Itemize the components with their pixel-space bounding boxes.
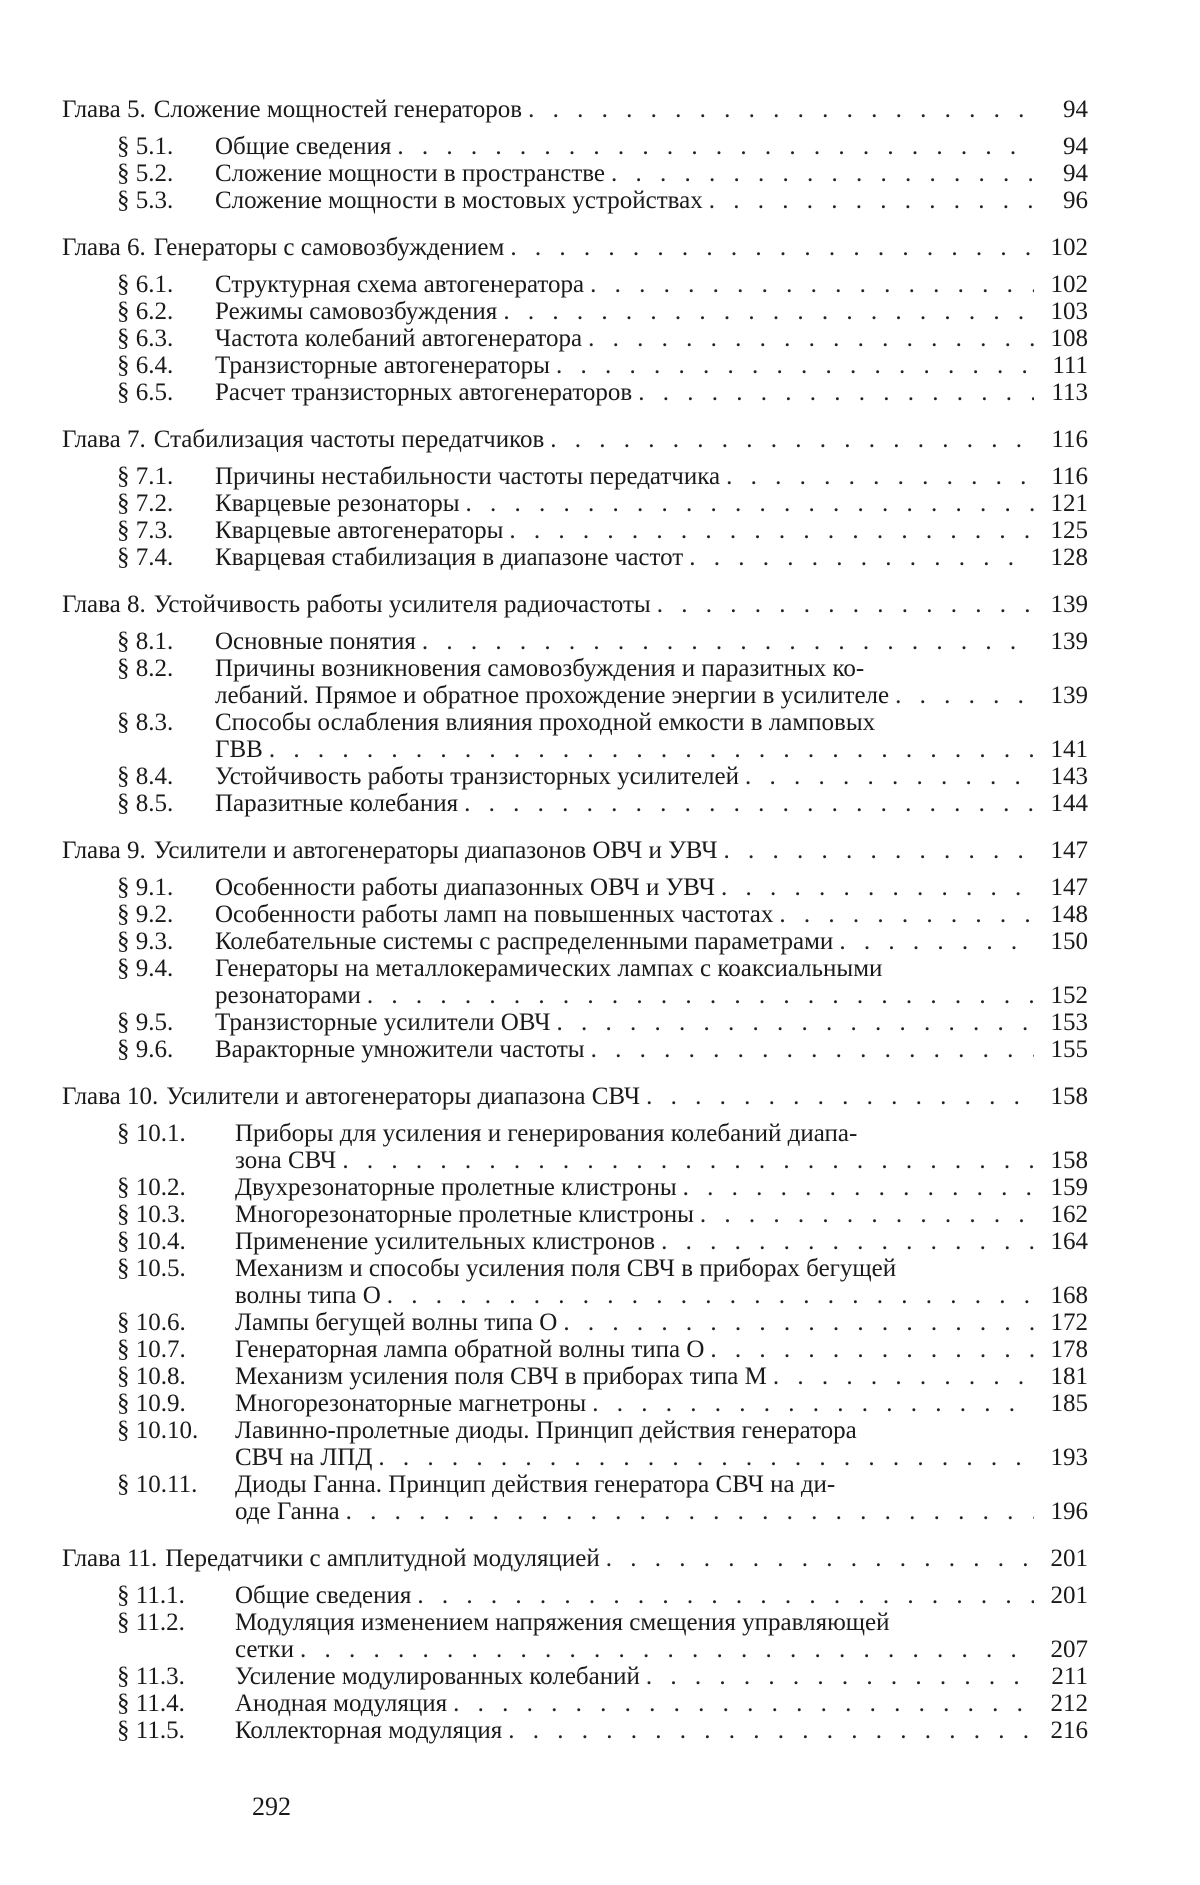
toc-entry: [62, 1309, 1088, 1336]
chapter-entry: [62, 837, 1088, 864]
section-title: Устойчивость работы транзисторных усилителей: [215, 763, 739, 790]
dot-leader: [592, 1390, 1034, 1417]
section-title: Основные понятия: [215, 628, 416, 655]
section-number: § 11.3.: [117, 1663, 185, 1690]
dot-leader: [397, 133, 1034, 160]
toc-entry: [62, 1363, 1088, 1390]
section-title-continued: резонаторами: [215, 982, 361, 1009]
toc-entry: [62, 160, 1088, 187]
section-number: § 6.5.: [117, 379, 174, 406]
page-reference: 121: [1050, 490, 1088, 517]
page-reference: 113: [1051, 379, 1088, 406]
section-number: § 5.3.: [117, 187, 174, 214]
section-number: § 10.4.: [117, 1228, 186, 1255]
toc-entry: [62, 1417, 1088, 1444]
page-reference: 94: [1063, 96, 1088, 123]
dot-leader: [387, 1282, 1034, 1309]
page-reference: 216: [1050, 1717, 1088, 1744]
toc-entry: [62, 928, 1088, 955]
chapter-entry: [62, 1083, 1088, 1110]
section-number: § 10.8.: [117, 1363, 186, 1390]
page-reference: 111: [1052, 352, 1088, 379]
section-title: Причины нестабильности частоты передатчика: [215, 463, 721, 490]
toc-entry-continuation: [62, 1498, 1088, 1525]
toc-entry-continuation: [62, 1444, 1088, 1471]
page-reference: 103: [1050, 298, 1088, 325]
chapter-entry: [62, 96, 1088, 123]
section-title: Диоды Ганна. Принцип действия генератора СВЧ на ди-: [235, 1471, 836, 1498]
section-number: § 7.4.: [117, 544, 174, 571]
dot-leader: [591, 1036, 1034, 1063]
dot-leader: [466, 490, 1034, 517]
page-reference: 158: [1050, 1147, 1088, 1174]
chapter-number: Глава 10.: [62, 1083, 159, 1110]
chapter-entry: [62, 426, 1088, 453]
dot-leader: [721, 874, 1034, 901]
toc-entry: [62, 1609, 1088, 1636]
chapter-title: Устойчивость работы усилителя радиочастоты: [153, 591, 651, 618]
toc-entry: [62, 1120, 1088, 1147]
toc-entry: [62, 1009, 1088, 1036]
dot-leader: [508, 1717, 1034, 1744]
page-reference: 201: [1050, 1582, 1088, 1609]
page-reference: 159: [1050, 1174, 1088, 1201]
dot-leader: [503, 298, 1034, 325]
section-number: § 10.5.: [117, 1255, 186, 1282]
dot-leader: [417, 1582, 1034, 1609]
toc-entry-continuation: [62, 982, 1088, 1009]
chapter-number: Глава 9.: [62, 837, 146, 864]
section-title: Сложение мощности в мостовых устройствах: [215, 187, 703, 214]
section-number: § 9.5.: [117, 1009, 174, 1036]
dot-leader: [646, 1083, 1034, 1110]
section-number: § 11.4.: [117, 1690, 185, 1717]
page-reference: 147: [1050, 837, 1088, 864]
dot-leader: [422, 628, 1034, 655]
page-reference: 164: [1050, 1228, 1088, 1255]
section-number: § 10.10.: [117, 1417, 199, 1444]
chapter-title: Генераторы с самовозбуждением: [153, 234, 505, 261]
page-reference: 139: [1050, 682, 1088, 709]
page-reference: 141: [1050, 736, 1088, 763]
page-reference: 96: [1063, 187, 1088, 214]
dot-leader: [269, 736, 1034, 763]
section-title: Генераторы на металлокерамических лампах с коаксиальными: [215, 955, 883, 982]
section-number: § 10.1.: [117, 1120, 186, 1147]
section-title: Способы ослабления влияния проходной емкости в ламповых: [215, 709, 876, 736]
section-number: § 5.1.: [117, 133, 174, 160]
section-number: § 8.5.: [117, 790, 174, 817]
dot-leader: [556, 1009, 1034, 1036]
toc-entry: [62, 1717, 1088, 1744]
section-title: Общие сведения: [235, 1582, 412, 1609]
page-reference: 162: [1050, 1201, 1088, 1228]
section-title-continued: зона СВЧ: [235, 1147, 337, 1174]
section-title: Модуляция изменением напряжения смещения управляющей: [235, 1609, 890, 1636]
page-reference: 181: [1050, 1363, 1088, 1390]
section-number: § 8.3.: [117, 709, 174, 736]
page-reference: 193: [1050, 1444, 1088, 1471]
section-number: § 6.4.: [117, 352, 174, 379]
section-title: Режимы самовозбуждения: [215, 298, 498, 325]
section-number: § 9.4.: [117, 955, 174, 982]
section-title: Многорезонаторные пролетные клистроны: [235, 1201, 694, 1228]
page-reference: 172: [1050, 1309, 1088, 1336]
toc-entry: [62, 1471, 1088, 1498]
section-title: Двухрезонаторные пролетные клистроны: [235, 1174, 677, 1201]
dot-leader: [638, 379, 1034, 406]
dot-leader: [378, 1444, 1034, 1471]
page-reference: 116: [1051, 426, 1088, 453]
chapter-number: Глава 5.: [62, 96, 146, 123]
section-number: § 7.1.: [117, 463, 174, 490]
chapter-number: Глава 8.: [62, 591, 146, 618]
toc-entry: [62, 1336, 1088, 1363]
toc-entry: [62, 1582, 1088, 1609]
toc-entry: [62, 325, 1088, 352]
section-number: § 9.3.: [117, 928, 174, 955]
section-title-continued: лебаний. Прямое и обратное прохождение энергии в усилителе: [215, 682, 890, 709]
chapter-number: Глава 7.: [62, 426, 146, 453]
toc-entry: [62, 1036, 1088, 1063]
page-reference: 201: [1050, 1545, 1088, 1572]
section-title: Приборы для усиления и генерирования колебаний диапа-: [235, 1120, 858, 1147]
page-reference: 158: [1050, 1083, 1088, 1110]
section-title: Колебательные системы с распределенными параметрами: [215, 928, 834, 955]
dot-leader: [453, 1690, 1034, 1717]
section-title: Механизм усиления поля СВЧ в приборах типа М: [235, 1363, 767, 1390]
page-reference: 148: [1050, 901, 1088, 928]
section-number: § 7.2.: [117, 490, 174, 517]
chapter-entry: [62, 234, 1088, 261]
page-reference: 94: [1063, 160, 1088, 187]
section-number: § 9.2.: [117, 901, 174, 928]
dot-leader: [550, 426, 1034, 453]
dot-leader: [510, 234, 1034, 261]
toc-entry: [62, 1201, 1088, 1228]
section-title: Транзисторные усилители ОВЧ: [215, 1009, 551, 1036]
toc-entry: [62, 1174, 1088, 1201]
page-reference: 150: [1050, 928, 1088, 955]
toc-entry: [62, 655, 1088, 682]
dot-leader: [689, 544, 1034, 571]
section-number: § 7.3.: [117, 517, 174, 544]
page-reference: 94: [1063, 133, 1088, 160]
section-number: § 11.2.: [117, 1609, 185, 1636]
page-number: 292: [252, 1792, 291, 1821]
toc-entry: [62, 1228, 1088, 1255]
toc-entry: [62, 379, 1088, 406]
section-number: § 10.6.: [117, 1309, 186, 1336]
section-title: Коллекторная модуляция: [235, 1717, 503, 1744]
section-number: § 11.5.: [117, 1717, 185, 1744]
section-title: Кварцевые автогенераторы: [215, 517, 504, 544]
section-number: § 8.1.: [117, 628, 174, 655]
section-title: Кварцевая стабилизация в диапазоне частот: [215, 544, 684, 571]
toc-entry: [62, 544, 1088, 571]
toc-entry-continuation: [62, 682, 1088, 709]
section-number: § 9.6.: [117, 1036, 174, 1063]
page-reference: 116: [1051, 463, 1088, 490]
section-number: § 8.4.: [117, 763, 174, 790]
section-number: § 11.1.: [117, 1582, 185, 1609]
page-reference: 185: [1050, 1390, 1088, 1417]
dot-leader: [745, 763, 1034, 790]
page-reference: 139: [1050, 591, 1088, 618]
section-title: Лавинно-пролетные диоды. Принцип действия генератора: [235, 1417, 857, 1444]
toc-entry: [62, 955, 1088, 982]
section-number: § 10.3.: [117, 1201, 186, 1228]
dot-leader: [367, 982, 1034, 1009]
dot-leader: [563, 1309, 1034, 1336]
toc-entry: [62, 709, 1088, 736]
dot-leader: [646, 1663, 1034, 1690]
dot-leader: [661, 1228, 1034, 1255]
section-number: § 10.7.: [117, 1336, 186, 1363]
section-title: Кварцевые резонаторы: [215, 490, 460, 517]
toc-entry: [62, 517, 1088, 544]
dot-leader: [300, 1636, 1034, 1663]
section-title: Анодная модуляция: [235, 1690, 448, 1717]
page-reference: 125: [1050, 517, 1088, 544]
page-reference: 144: [1050, 790, 1088, 817]
toc-entry: [62, 763, 1088, 790]
page-reference: 128: [1050, 544, 1088, 571]
toc-entry: [62, 352, 1088, 379]
section-title-continued: СВЧ на ЛПД: [235, 1444, 373, 1471]
toc-entry-continuation: [62, 1636, 1088, 1663]
page-reference: 152: [1050, 982, 1088, 1009]
section-title: Сложение мощности в пространстве: [215, 160, 606, 187]
section-number: § 6.1.: [117, 271, 174, 298]
section-number: § 5.2.: [117, 160, 174, 187]
dot-leader: [683, 1174, 1034, 1201]
section-number: § 10.2.: [117, 1174, 186, 1201]
page-reference: 207: [1050, 1636, 1088, 1663]
page-reference: 143: [1050, 763, 1088, 790]
page-reference: 139: [1050, 628, 1088, 655]
toc-entry: [62, 1690, 1088, 1717]
section-number: § 9.1.: [117, 874, 174, 901]
page-reference: 178: [1050, 1336, 1088, 1363]
dot-leader: [726, 463, 1034, 490]
toc-entry: [62, 1255, 1088, 1282]
section-number: § 6.2.: [117, 298, 174, 325]
dot-leader: [590, 271, 1034, 298]
toc-entry-continuation: [62, 1282, 1088, 1309]
section-title-continued: волны типа О: [235, 1282, 381, 1309]
chapter-title: Усилители и автогенераторы диапазона СВЧ: [166, 1083, 641, 1110]
toc-entry: [62, 133, 1088, 160]
chapter-number: Глава 6.: [62, 234, 146, 261]
dot-leader: [709, 187, 1034, 214]
dot-leader: [895, 682, 1034, 709]
page-reference: 102: [1050, 271, 1088, 298]
toc-entry-continuation: [62, 1147, 1088, 1174]
section-title: Общие сведения: [215, 133, 392, 160]
section-title-continued: ГВВ: [215, 736, 263, 763]
dot-leader: [342, 1147, 1034, 1174]
section-title: Особенности работы ламп на повышенных частотах: [215, 901, 774, 928]
chapter-title: Усилители и автогенераторы диапазонов ОВЧ и УВЧ: [153, 837, 718, 864]
section-title: Причины возникновения самовозбуждения и паразитных ко-: [215, 655, 865, 682]
dot-leader: [657, 591, 1034, 618]
section-number: § 8.2.: [117, 655, 174, 682]
dot-leader: [556, 352, 1034, 379]
chapter-title: Передатчики с амплитудной модуляцией: [165, 1545, 600, 1572]
dot-leader: [588, 325, 1034, 352]
dot-leader: [346, 1498, 1034, 1525]
dot-leader: [839, 928, 1034, 955]
section-title: Генераторная лампа обратной волны типа О: [235, 1336, 705, 1363]
dot-leader: [611, 160, 1034, 187]
toc-entry-continuation: [62, 736, 1088, 763]
toc-entry: [62, 1663, 1088, 1690]
page-reference: 147: [1050, 874, 1088, 901]
dot-leader: [773, 1363, 1034, 1390]
toc-entry: [62, 298, 1088, 325]
page-reference: 168: [1050, 1282, 1088, 1309]
toc-entry: [62, 790, 1088, 817]
toc-entry: [62, 628, 1088, 655]
section-title: Механизм и способы усиления поля СВЧ в приборах бегущей: [235, 1255, 897, 1282]
section-title: Усиление модулированных колебаний: [235, 1663, 640, 1690]
section-title: Структурная схема автогенератора: [215, 271, 585, 298]
section-title: Частота колебаний автогенератора: [215, 325, 583, 352]
dot-leader: [779, 901, 1034, 928]
dot-leader: [464, 790, 1034, 817]
section-title-continued: оде Ганна: [235, 1498, 340, 1525]
dot-leader: [606, 1545, 1034, 1572]
page-reference: 212: [1050, 1690, 1088, 1717]
page-reference: 155: [1050, 1036, 1088, 1063]
toc-entry: [62, 874, 1088, 901]
section-number: § 6.3.: [117, 325, 174, 352]
book-page: [62, 0, 1088, 1885]
section-title: Варакторные умножители частоты: [215, 1036, 585, 1063]
dot-leader: [700, 1201, 1034, 1228]
chapter-entry: [62, 591, 1088, 618]
toc-entry: [62, 271, 1088, 298]
section-title: Транзисторные автогенераторы: [215, 352, 550, 379]
section-number: § 10.9.: [117, 1390, 186, 1417]
chapter-title: Стабилизация частоты передатчиков: [153, 426, 545, 453]
toc-entry: [62, 490, 1088, 517]
section-title-continued: сетки: [235, 1636, 294, 1663]
page-reference: 196: [1050, 1498, 1088, 1525]
toc-entry: [62, 901, 1088, 928]
section-title: Паразитные колебания: [215, 790, 459, 817]
chapter-number: Глава 11.: [62, 1545, 158, 1572]
toc-entry: [62, 1390, 1088, 1417]
dot-leader: [528, 96, 1034, 123]
toc-entry: [62, 463, 1088, 490]
page-reference: 211: [1051, 1663, 1088, 1690]
toc-entry: [62, 187, 1088, 214]
section-number: § 10.11.: [117, 1471, 198, 1498]
section-title: Лампы бегущей волны типа О: [235, 1309, 558, 1336]
dot-leader: [710, 1336, 1034, 1363]
table-of-contents: [62, 96, 1088, 1744]
chapter-title: Сложение мощностей генераторов: [153, 96, 523, 123]
page-reference: 153: [1050, 1009, 1088, 1036]
section-title: Расчет транзисторных автогенераторов: [215, 379, 633, 406]
dot-leader: [509, 517, 1034, 544]
section-title: Особенности работы диапазонных ОВЧ и УВЧ: [215, 874, 715, 901]
dot-leader: [723, 837, 1034, 864]
page-reference: 102: [1050, 234, 1088, 261]
section-title: Многорезонаторные магнетроны: [235, 1390, 587, 1417]
chapter-entry: [62, 1545, 1088, 1572]
page-reference: 108: [1050, 325, 1088, 352]
section-title: Применение усилительных клистронов: [235, 1228, 656, 1255]
